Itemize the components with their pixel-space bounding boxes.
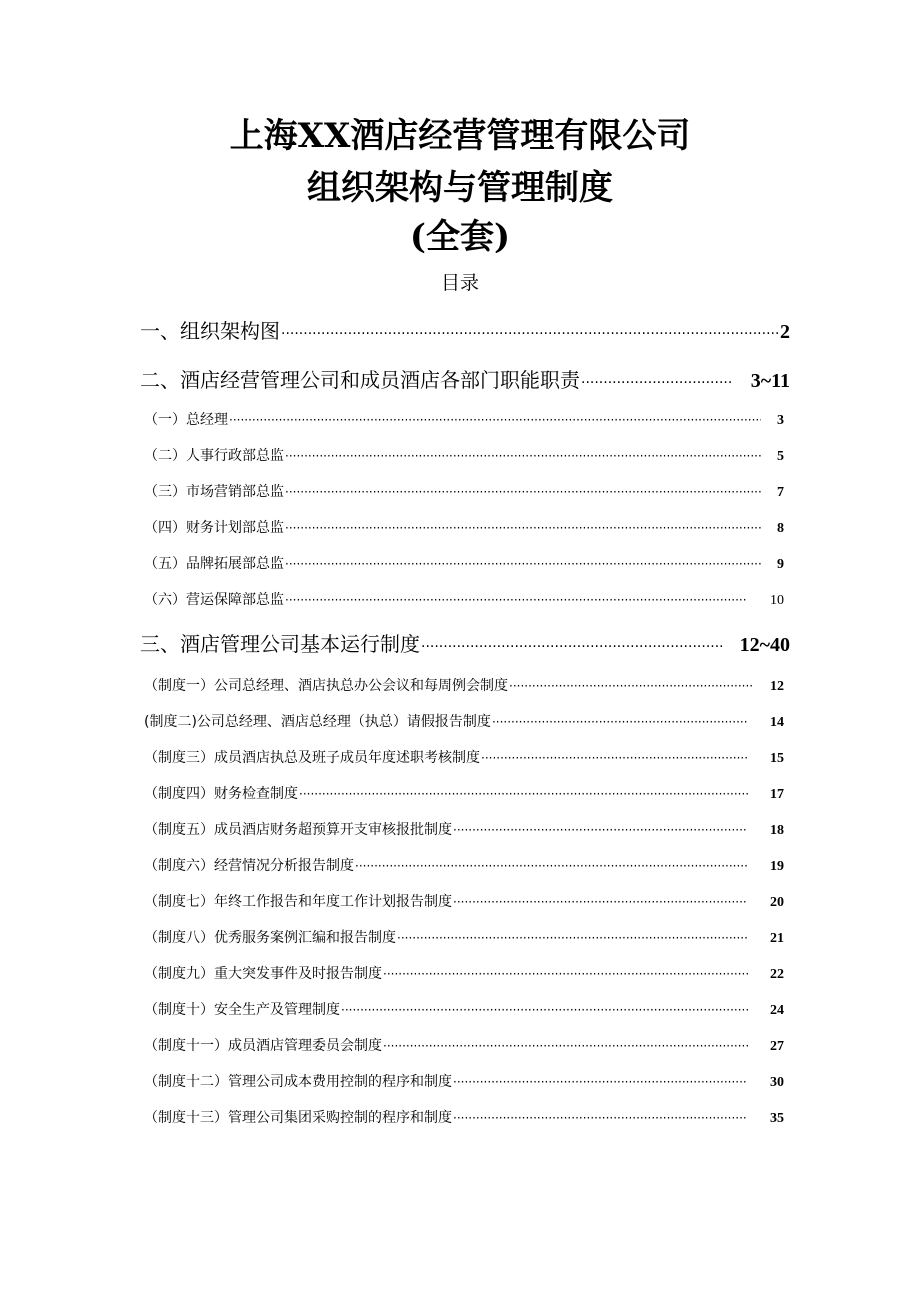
toc-item[interactable] <box>144 1108 784 1129</box>
toc-page-number: 30 <box>770 1075 784 1090</box>
toc-page-number: 12 <box>770 679 784 694</box>
toc-leader-dots <box>285 482 761 502</box>
toc-item-label: （制度十）安全生产及管理制度 <box>144 1002 340 1018</box>
toc-item-label: （制度五）成员酒店财务超预算开支审核报批制度 <box>144 822 452 838</box>
toc-leader-dots <box>453 1072 748 1092</box>
toc-item-label: （制度四）财务检查制度 <box>144 786 298 802</box>
document-title-line-3: (全套) <box>409 217 511 257</box>
toc-item[interactable] <box>144 928 784 949</box>
toc-item-label: (制度二)公司总经理、酒店总经理（执总）请假报告制度 <box>144 714 491 730</box>
toc-leader-dots <box>453 820 748 840</box>
toc-page-number: 17 <box>770 787 784 802</box>
toc-item[interactable] <box>144 482 784 503</box>
toc-item-label: （二）人事行政部总监 <box>144 448 284 464</box>
toc-item-label: （制度三）成员酒店执总及班子成员年度述职考核制度 <box>144 750 480 766</box>
toc-item-label: （六）营运保障部总监 <box>144 592 284 608</box>
toc-item-label: （一）总经理 <box>144 412 228 428</box>
toc-leader-dots <box>285 554 761 574</box>
toc-item[interactable] <box>144 748 784 769</box>
toc-page-number: 9 <box>777 557 784 572</box>
toc-item[interactable] <box>144 518 784 539</box>
toc-item-label: （制度九）重大突发事件及时报告制度 <box>144 966 382 982</box>
toc-leader-dots <box>492 712 748 732</box>
toc-page-number: 35 <box>770 1111 784 1126</box>
toc-leader-dots <box>453 1108 748 1128</box>
toc-item-label: （四）财务计划部总监 <box>144 520 284 536</box>
toc-item[interactable] <box>144 892 784 913</box>
toc-page-number: 24 <box>770 1003 784 1018</box>
toc-leader-dots <box>285 518 761 538</box>
toc-leader-dots <box>481 748 748 768</box>
document-title-line-2: 组织架构与管理制度 <box>307 168 613 208</box>
toc-item-label: （制度十三）管理公司集团采购控制的程序和制度 <box>144 1110 452 1126</box>
toc-leader-dots <box>229 410 761 430</box>
toc-page-number: 20 <box>770 895 784 910</box>
toc-item[interactable] <box>144 712 784 733</box>
toc-item-label: （制度八）优秀服务案例汇编和报告制度 <box>144 930 396 946</box>
toc-section-1[interactable] <box>140 317 790 348</box>
toc-item[interactable] <box>144 784 784 805</box>
toc-item-label: （制度六）经营情况分析报告制度 <box>144 858 354 874</box>
toc-item-label: （制度十一）成员酒店管理委员会制度 <box>144 1038 382 1054</box>
toc-leader-dots <box>397 928 748 948</box>
toc-item[interactable] <box>144 446 784 467</box>
toc-heading: 目录 <box>440 272 479 294</box>
toc-item[interactable] <box>144 1072 784 1093</box>
toc-page-number: 5 <box>777 449 784 464</box>
toc-leader-dots <box>383 964 748 984</box>
toc-item[interactable] <box>144 820 784 841</box>
toc-section-label: 一、组织架构图 <box>140 319 280 343</box>
toc-section-label: 三、酒店管理公司基本运行制度 <box>140 632 420 656</box>
toc-item-label: （五）品牌拓展部总监 <box>144 556 284 572</box>
toc-item-label: （三）市场营销部总监 <box>144 484 284 500</box>
toc-leader-dots <box>299 784 748 804</box>
toc-page-number: 19 <box>770 859 784 874</box>
toc-item[interactable] <box>144 1036 784 1057</box>
toc-item[interactable] <box>144 856 784 877</box>
toc-page-number: 8 <box>777 521 784 536</box>
toc-leader-dots <box>581 369 733 397</box>
toc-page-number: 7 <box>777 485 784 500</box>
toc-page-number: 27 <box>770 1039 784 1054</box>
toc-leader-dots <box>421 633 722 661</box>
toc-page-number: 10 <box>770 593 784 608</box>
toc-item[interactable] <box>144 410 784 431</box>
toc-page-number: 14 <box>770 715 784 730</box>
toc-item[interactable] <box>144 964 784 985</box>
toc-section-label: 二、酒店经营管理公司和成员酒店各部门职能职责 <box>140 368 580 392</box>
toc-page-number: 3~11 <box>750 370 790 392</box>
toc-item[interactable] <box>144 1000 784 1021</box>
toc-item-label: （制度十二）管理公司成本费用控制的程序和制度 <box>144 1074 452 1090</box>
toc-section-3[interactable] <box>140 630 790 661</box>
toc-item-label: （制度七）年终工作报告和年度工作计划报告制度 <box>144 894 452 910</box>
document-title-line-1: 上海XX酒店经营管理有限公司 <box>229 116 691 156</box>
toc-leader-dots <box>285 590 746 610</box>
toc-page-number: 2 <box>780 321 790 343</box>
toc-page-number: 18 <box>770 823 784 838</box>
toc-leader-dots <box>355 856 748 876</box>
toc-leader-dots <box>383 1036 748 1056</box>
toc-item[interactable] <box>144 676 784 697</box>
toc-leader-dots <box>453 892 748 912</box>
toc-page-number: 22 <box>770 967 784 982</box>
toc-leader-dots <box>281 320 780 348</box>
toc-page-number: 21 <box>770 931 784 946</box>
toc-section-2[interactable] <box>140 366 790 397</box>
toc-page-number: 15 <box>770 751 784 766</box>
toc-page-number: 12~40 <box>739 634 790 656</box>
toc-item[interactable] <box>144 554 784 575</box>
toc-leader-dots <box>341 1000 748 1020</box>
toc-page-number: 3 <box>777 413 784 428</box>
toc-item[interactable] <box>144 590 784 611</box>
toc-leader-dots <box>509 676 754 696</box>
toc-item-label: （制度一）公司总经理、酒店执总办公会议和每周例会制度 <box>144 678 508 694</box>
toc-leader-dots <box>285 446 761 466</box>
